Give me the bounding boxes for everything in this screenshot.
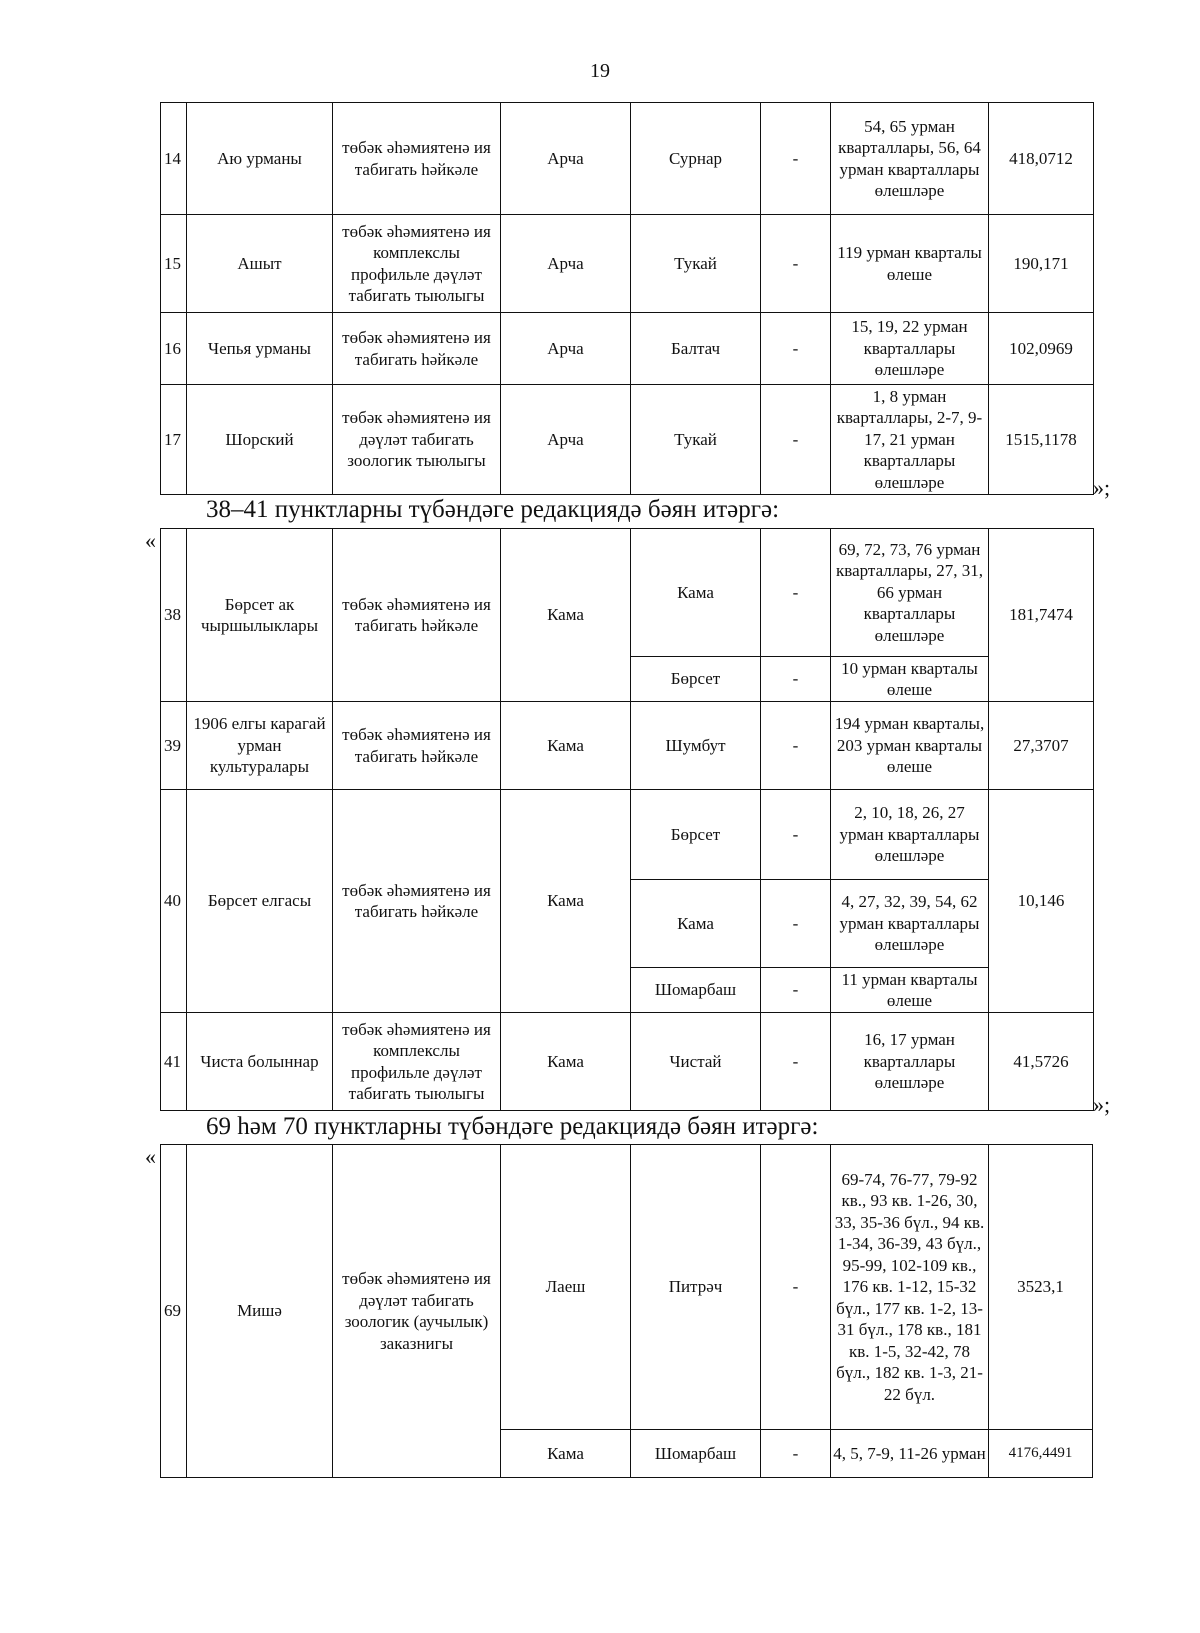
forestry: Тукай [631, 385, 761, 495]
site-name: Мишә [187, 1145, 333, 1478]
area: 190,171 [989, 215, 1094, 313]
forestry: Питрәч [631, 1145, 761, 1430]
forestry: Тукай [631, 215, 761, 313]
dash: - [761, 313, 831, 385]
table-row [161, 529, 1094, 657]
site-type: төбәк әһәмиятенә ия табигать һәйкәле [333, 103, 501, 215]
dash: - [761, 103, 831, 215]
quarters: 15, 19, 22 урман кварталлары өлешләре [831, 313, 989, 385]
table-protected-areas-69 [160, 1144, 1093, 1478]
table-row [161, 385, 1094, 495]
district: Кама [501, 790, 631, 1013]
row-number: 69 [161, 1145, 187, 1478]
quarters: 4, 5, 7-9, 11-26 урман [831, 1430, 989, 1478]
table-row [161, 215, 1094, 313]
table-row [161, 103, 1094, 215]
forestry: Шомарбаш [631, 968, 761, 1013]
table-row [161, 1145, 1093, 1430]
open-quote-2: « [145, 528, 156, 553]
site-type: төбәк әһәмиятенә ия комплекслы профильле дәүләт табигать тыюлыгы [333, 215, 501, 313]
district: Кама [501, 1013, 631, 1111]
area: 102,0969 [989, 313, 1094, 385]
district: Кама [501, 1430, 631, 1478]
forestry: Чистай [631, 1013, 761, 1111]
forestry: Балтач [631, 313, 761, 385]
row-number: 39 [161, 702, 187, 790]
dash: - [761, 1013, 831, 1111]
quarters: 2, 10, 18, 26, 27 урман кварталлары өлешләре [831, 790, 989, 880]
area: 4176,4491 [989, 1430, 1093, 1478]
site-type: төбәк әһәмиятенә ия дәүләт табигать зоологик (аучылык) заказнигы [333, 1145, 501, 1478]
district: Кама [501, 702, 631, 790]
table-row [161, 313, 1094, 385]
row-number: 41 [161, 1013, 187, 1111]
quarters: 1, 8 урман кварталлары, 2-7, 9-17, 21 урман кварталлары өлешләре [831, 385, 989, 495]
quarters: 11 урман кварталы өлеше [831, 968, 989, 1013]
district: Кама [501, 529, 631, 702]
dash: - [761, 702, 831, 790]
table-row [161, 1013, 1094, 1111]
section-heading-38-41: 38–41 пунктларны түбәндәге редакциядә бәян итәргә: [206, 496, 780, 523]
area: 10,146 [989, 790, 1094, 1013]
row-number: 17 [161, 385, 187, 495]
table-row [161, 702, 1094, 790]
site-name: 1906 елгы карагай урман культуралары [187, 702, 333, 790]
quarters: 119 урман кварталы өлеше [831, 215, 989, 313]
forestry: Шомарбаш [631, 1430, 761, 1478]
quarters: 16, 17 урман кварталлары өлешләре [831, 1013, 989, 1111]
dash: - [761, 790, 831, 880]
site-name: Бөрсет ак чыршылыклары [187, 529, 333, 702]
area: 1515,1178 [989, 385, 1094, 495]
section-heading-69-70: 69 һәм 70 пунктларны түбәндәге редакциядә бәян итәргә: [206, 1113, 819, 1140]
site-type: төбәк әһәмиятенә ия дәүләт табигать зоологик тыюлыгы [333, 385, 501, 495]
area: 418,0712 [989, 103, 1094, 215]
forestry: Кама [631, 529, 761, 657]
row-number: 15 [161, 215, 187, 313]
dash: - [761, 1430, 831, 1478]
table-protected-areas-38-41 [160, 528, 1094, 1111]
forestry: Кама [631, 880, 761, 968]
forestry: Бөрсет [631, 790, 761, 880]
area: 27,3707 [989, 702, 1094, 790]
district: Арча [501, 313, 631, 385]
district: Лаеш [501, 1145, 631, 1430]
forestry: Бөрсет [631, 657, 761, 702]
site-type: төбәк әһәмиятенә ия табигать һәйкәле [333, 529, 501, 702]
site-name: Шорский [187, 385, 333, 495]
forestry: Сурнар [631, 103, 761, 215]
dash: - [761, 968, 831, 1013]
quarters: 54, 65 урман кварталлары, 56, 64 урман кварталлары өлешләре [831, 103, 989, 215]
site-name: Аю урманы [187, 103, 333, 215]
quarters: 69-74, 76-77, 79-92 кв., 93 кв. 1-26, 30, 33, 35-36 бүл., 94 кв. 1-34, 36-39, 43 бүл., 95-99, 102-109 кв., 176 кв. 1-12, 15-32 бүл., 177 кв. 1-2, 13-31 бүл., 178 кв., 181 кв. 1-5, 32-42, 78 бүл., 182 кв. 1-3, 21-22 бүл. [831, 1145, 989, 1430]
quarters: 10 урман кварталы өлеше [831, 657, 989, 702]
area: 41,5726 [989, 1013, 1094, 1111]
district: Арча [501, 215, 631, 313]
close-quote-1: »; [1093, 475, 1111, 500]
row-number: 38 [161, 529, 187, 702]
close-quote-2: »; [1093, 1092, 1111, 1117]
site-type: төбәк әһәмиятенә ия табигать һәйкәле [333, 702, 501, 790]
site-name: Чиста болыннар [187, 1013, 333, 1111]
dash: - [761, 215, 831, 313]
dash: - [761, 1145, 831, 1430]
site-type: төбәк әһәмиятенә ия табигать һәйкәле [333, 790, 501, 1013]
row-number: 14 [161, 103, 187, 215]
area: 3523,1 [989, 1145, 1093, 1430]
forestry: Шумбут [631, 702, 761, 790]
site-name: Ашыт [187, 215, 333, 313]
open-quote-3: « [145, 1144, 156, 1169]
row-number: 16 [161, 313, 187, 385]
district: Арча [501, 385, 631, 495]
quarters: 194 урман кварталы, 203 урман кварталы өлеше [831, 702, 989, 790]
quarters: 4, 27, 32, 39, 54, 62 урман кварталлары өлешләре [831, 880, 989, 968]
site-type: төбәк әһәмиятенә ия комплекслы профильле дәүләт табигать тыюлыгы [333, 1013, 501, 1111]
dash: - [761, 385, 831, 495]
dash: - [761, 880, 831, 968]
district: Арча [501, 103, 631, 215]
dash: - [761, 529, 831, 657]
page-number: 19 [590, 60, 610, 82]
site-type: төбәк әһәмиятенә ия табигать һәйкәле [333, 313, 501, 385]
table-row [161, 790, 1094, 880]
site-name: Чепья урманы [187, 313, 333, 385]
row-number: 40 [161, 790, 187, 1013]
table-protected-areas-14-17 [160, 102, 1094, 495]
dash: - [761, 657, 831, 702]
site-name: Бөрсет елгасы [187, 790, 333, 1013]
area: 181,7474 [989, 529, 1094, 702]
quarters: 69, 72, 73, 76 урман кварталлары, 27, 31, 66 урман кварталлары өлешләре [831, 529, 989, 657]
